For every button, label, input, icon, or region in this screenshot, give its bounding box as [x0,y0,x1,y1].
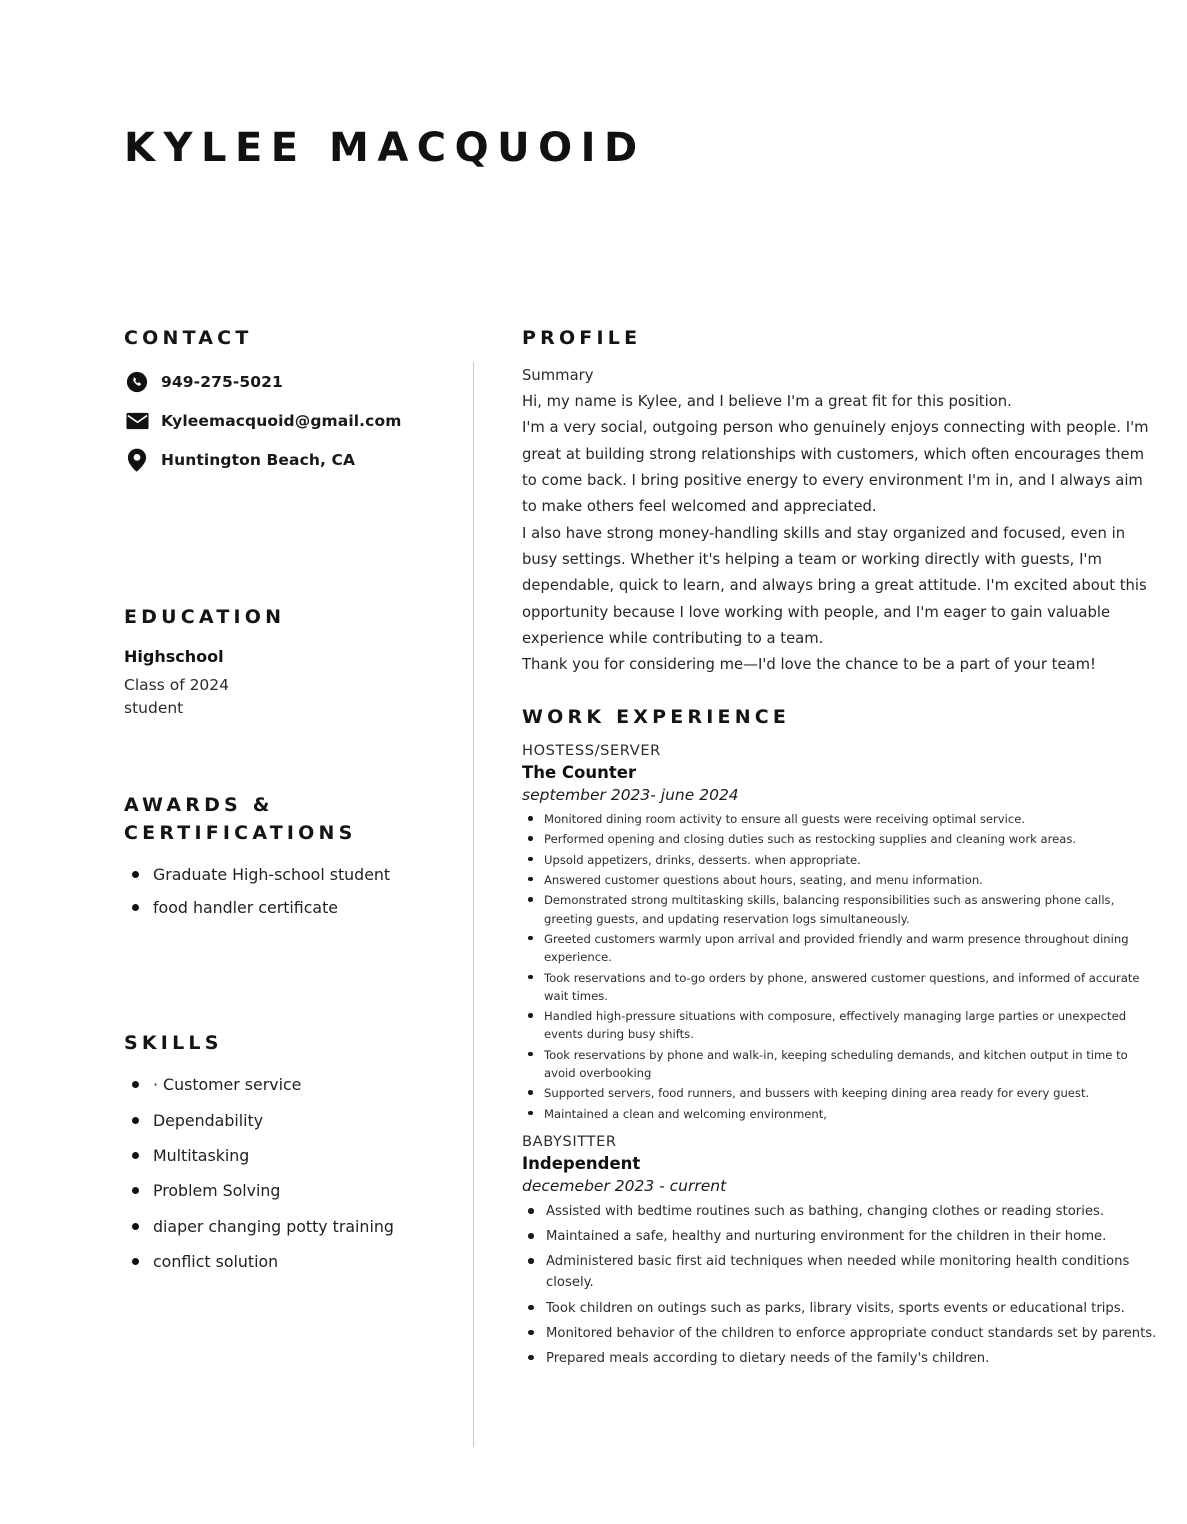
list-item: Demonstrated strong multitasking skills, balancing responsibilities such as answering phone calls, greeting guests, and updating reservation logs simultaneously. [522,891,1157,928]
education-section-title: EDUCATION [124,605,286,628]
column-divider [473,362,474,1447]
list-item: Greeted customers warmly upon arrival and provided friendly and warm presence throughout dining experience. [522,930,1157,967]
list-item: Upsold appetizers, drinks, desserts. when appropriate. [522,851,1157,869]
phone-icon [124,369,150,395]
profile-subtitle: Summary [522,366,594,384]
contact-location-value: Huntington Beach, CA [161,450,356,469]
list-item: Monitored dining room activity to ensure all guests were receiving optimal service. [522,810,1157,828]
list-item: Supported servers, food runners, and bussers with keeping dining area ready for every guest. [522,1084,1157,1102]
list-item: Dependability [124,1109,454,1132]
list-item: Multitasking [124,1144,454,1167]
education-class-year: Class of 2024 [124,676,230,695]
skills-list [124,1073,454,1273]
job-role: BABYSITTER [522,1133,617,1151]
list-item: Took children on outings such as parks, library visits, sports events or educational trips. [522,1298,1157,1319]
list-item: Maintained a clean and welcoming environment, [522,1105,1157,1123]
list-item: conflict solution [124,1250,454,1273]
sidebar [124,325,454,1286]
profile-paragraph: I also have strong money-handling skills and stay organized and focused, even in busy settings. Whether it's helping a team or working directly with guests, I'm dependable, quick to learn, and always bring a great attitude. I'm excited about this opportunity because I love working with people, and I'm eager to gain valuable experience while contributing to a team. [522,524,1147,647]
contact-phone-value[interactable]: 949-275-5021 [161,372,283,391]
job-role: HOSTESS/SERVER [522,742,661,760]
spacer [124,930,454,1030]
job-company: Independent [522,1154,641,1174]
awards-list [124,863,454,920]
list-item: Maintained a safe, healthy and nurturing environment for the children in their home. [522,1226,1157,1247]
awards-section-title: AWARDS & CERTIFICATIONS [124,793,357,844]
contact-list [124,369,454,473]
contact-item-email [124,408,454,434]
contact-item-location [124,447,454,473]
list-item: · Customer service [124,1073,454,1096]
spacer [124,486,454,604]
job-dates: september 2023- june 2024 [522,786,739,805]
profile-section-title: PROFILE [522,327,642,349]
work-experience-entry [522,1133,1157,1369]
list-item: Answered customer questions about hours, seating, and menu information. [522,871,1157,889]
work-experience-section-title: WORK EXPERIENCE [522,706,791,729]
skills-section-title: SKILLS [124,1031,223,1054]
job-company: The Counter [522,763,637,783]
profile-paragraph: I'm a very social, outgoing person who genuinely enjoys connecting with people. I'm great at building strong relationships with customers, which often encourages them to come back. I bring positive energy to every environment I'm in, and I always aim to make others feel welcomed and appreciated. [522,419,1149,516]
page-title: KYLEE MACQUOID [124,125,646,171]
list-item: food handler certificate [124,896,454,919]
work-experience-entry [522,742,1157,1123]
list-item: Handled high-pressure situations with composure, effectively managing large parties or unexpected events during busy shifts. [522,1007,1157,1044]
location-pin-icon [124,447,150,473]
profile-paragraph: Hi, my name is Kylee, and I believe I'm a great fit for this position. [522,392,1012,410]
contact-section-title: CONTACT [124,327,253,349]
list-item: Performed opening and closing duties such as restocking supplies and cleaning work areas. [522,830,1157,848]
list-item: Monitored behavior of the children to enforce appropriate conduct standards set by parents. [522,1323,1157,1344]
envelope-icon [124,408,150,434]
list-item: Assisted with bedtime routines such as bathing, changing clothes or reading stories. [522,1201,1157,1222]
job-dates: decemeber 2023 - current [522,1177,727,1196]
list-item: Took reservations and to-go orders by phone, answered customer questions, and informed of accurate wait times. [522,969,1157,1006]
main-content [522,325,1157,1379]
job-bullet-list [522,1201,1157,1369]
list-item: Prepared meals according to dietary needs of the family's children. [522,1348,1157,1369]
spacer [124,720,454,792]
profile-paragraph: Thank you for considering me—I'd love the chance to be a part of your team! [522,656,1096,674]
list-item: diaper changing potty training [124,1215,454,1238]
contact-item-phone [124,369,454,395]
list-item: Administered basic first aid techniques when needed while monitoring health conditions closely. [522,1251,1157,1293]
education-status: student [124,699,184,718]
job-bullet-list [522,810,1157,1123]
list-item: Took reservations by phone and walk-in, keeping scheduling demands, and kitchen output in time to avoid overbooking [522,1046,1157,1083]
list-item: Problem Solving [124,1179,454,1202]
contact-email-value[interactable]: Kyleemacquoid@gmail.com [161,411,402,430]
education-school: Highschool [124,647,224,667]
list-item: Graduate High-school student [124,863,454,886]
